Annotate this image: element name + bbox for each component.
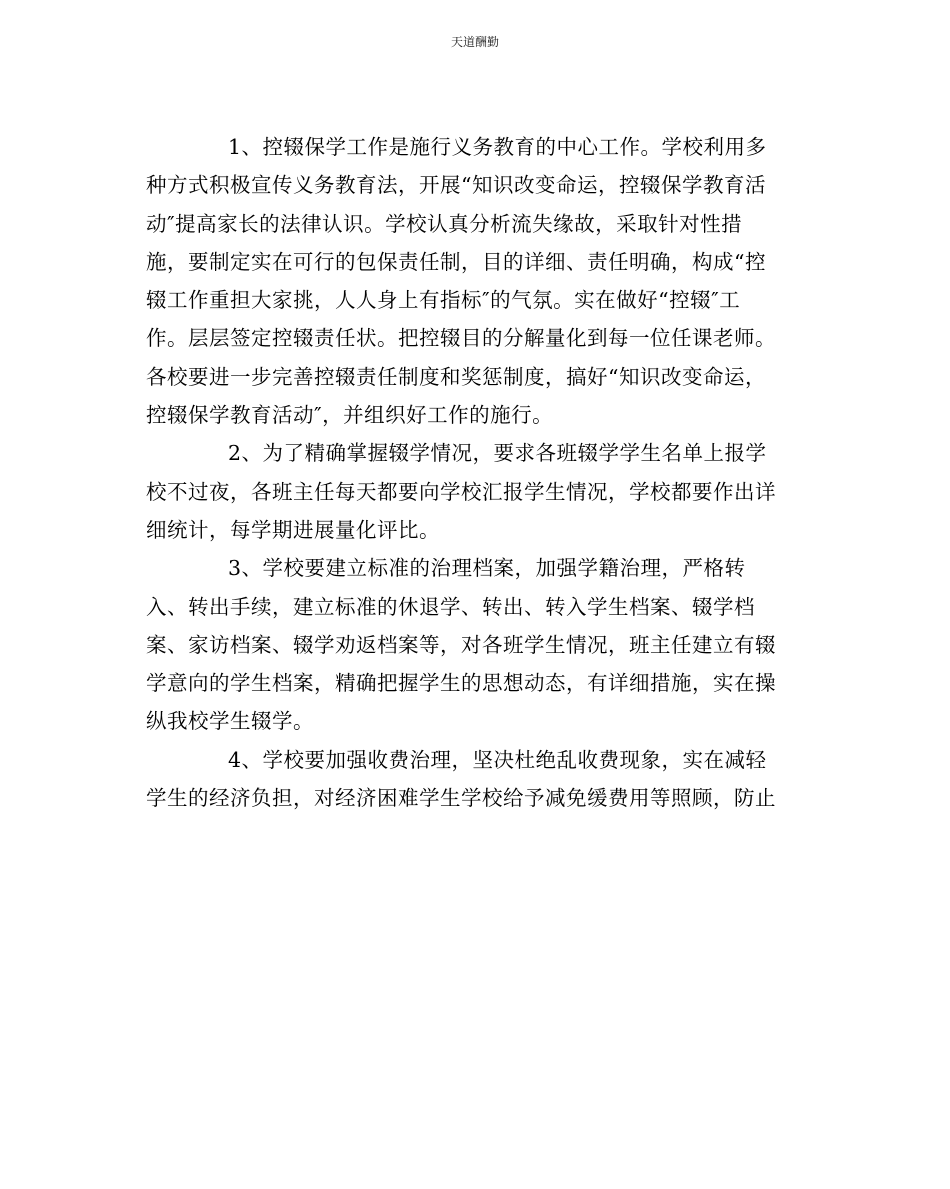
paragraph-line: 2、为了精确掌握辍学情况，要求各班辍学学生名单上报学 (228, 441, 767, 466)
paragraph-line: 3、学校要建立标准的治理档案，加强学籍治理，严格转 (228, 556, 746, 581)
paragraph-line: 作。层层签定控辍责任状。把控辍目的分解量化到每一位任课老师。 (146, 326, 776, 351)
paragraph-line: 施，要制定实在可行的包保责任制，目的详细、责任明确，构成“控 (146, 249, 766, 274)
paragraph-3 (146, 549, 804, 740)
document-body (146, 128, 804, 817)
paragraph-4 (146, 741, 804, 818)
paragraph-line: 纵我校学生辍学。 (146, 709, 314, 734)
paragraph-line: 学生的经济负担，对经济困难学生学校给予减免缓费用等照顾，防止 (146, 786, 776, 811)
paragraph-line: 控辍保学教育活动″，并组织好工作的施行。 (146, 403, 554, 428)
paragraph-2 (146, 434, 804, 549)
page-header: 天道酬勤 (450, 35, 499, 49)
paragraph-1 (146, 128, 804, 434)
paragraph-line: 种方式积极宣传义务教育法，开展“知识改变命运，控辍保学教育活 (146, 173, 766, 198)
paragraph-line: 辍工作重担大家挑，人人身上有指标″的气氛。实在做好“控辍″工 (146, 288, 741, 313)
paragraph-line: 学意向的学生档案，精确把握学生的思想动态，有详细措施，实在操 (146, 671, 776, 696)
paragraph-line: 1、控辍保学工作是施行义务教育的中心工作。学校利用多 (228, 135, 767, 159)
paragraph-line: 细统计，每学期进展量化评比。 (146, 517, 440, 542)
paragraph-line: 动″提高家长的法律认识。学校认真分析流失缘故，采取针对性措 (146, 211, 743, 236)
paragraph-line: 各校要进一步完善控辍责任制度和奖惩制度，搞好“知识改变命运， (146, 364, 766, 389)
paragraph-line: 4、学校要加强收费治理，坚决杜绝乱收费现象，实在减轻 (228, 747, 767, 772)
paragraph-line: 案、家访档案、辍学劝返档案等，对各班学生情况，班主任建立有辍 (146, 632, 776, 657)
paragraph-line: 校不过夜，各班主任每天都要向学校汇报学生情况，学校都要作出详 (146, 479, 776, 504)
paragraph-line: 入、转出手续，建立标准的休退学、转出、转入学生档案、辍学档 (146, 594, 755, 619)
